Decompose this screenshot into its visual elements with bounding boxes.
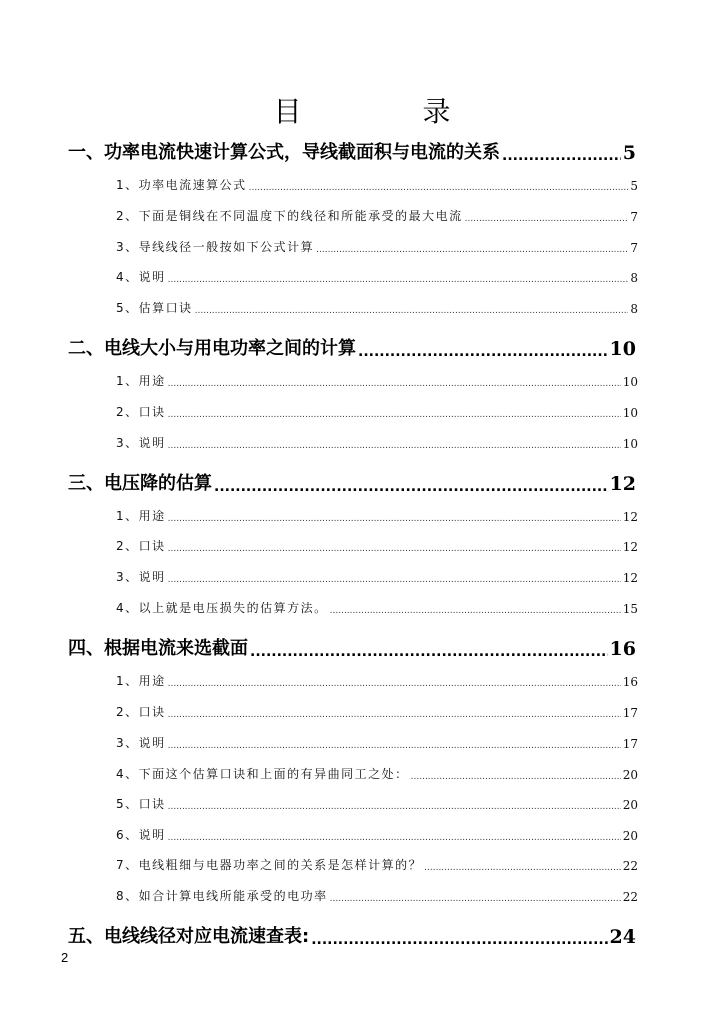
toc-section[interactable] — [68, 469, 636, 495]
toc-item[interactable] — [116, 672, 638, 689]
dot-leader — [168, 441, 621, 451]
toc-item-label: 3、说明 — [116, 736, 166, 750]
toc-item[interactable] — [116, 568, 638, 585]
toc-item[interactable] — [116, 299, 638, 316]
toc-item-page: 17 — [622, 737, 638, 751]
toc-item-label: 3、导线线径一般按如下公式计算 — [116, 240, 315, 254]
dot-leader — [168, 741, 621, 751]
toc-item-label: 6、说明 — [116, 828, 166, 842]
dot-leader — [168, 514, 621, 524]
toc-section-label: 四、根据电流来选截面 — [68, 638, 248, 659]
toc-section[interactable] — [68, 334, 636, 360]
toc-item-label: 2、下面是铜线在不同温度下的线径和所能承受的最大电流 — [116, 209, 463, 223]
toc-item-label: 4、说明 — [116, 270, 166, 284]
toc-item-label: 5、口诀 — [116, 797, 166, 811]
toc-item[interactable] — [116, 734, 638, 751]
toc-item-label: 7、电线粗细与电器功率之间的关系是怎样计算的？ — [116, 858, 423, 872]
dot-leader — [424, 863, 621, 873]
dot-leader — [502, 148, 621, 164]
toc-item-label: 8、如合计算电线所能承受的电功率 — [116, 889, 328, 903]
toc-item[interactable] — [116, 599, 638, 616]
toc-item[interactable] — [116, 856, 638, 873]
toc-item[interactable] — [116, 176, 638, 193]
toc-item[interactable] — [116, 703, 638, 720]
toc-item-page: 17 — [622, 706, 638, 720]
dot-leader — [168, 410, 621, 420]
toc-item-page: 22 — [622, 859, 638, 873]
toc-section-label: 二、电线大小与用电功率之间的计算 — [68, 338, 356, 359]
toc-item[interactable] — [116, 238, 638, 255]
toc-item-page: 5 — [630, 179, 638, 193]
toc-section-label: 三、电压降的估算 — [68, 473, 212, 494]
toc-item-page: 12 — [622, 540, 638, 554]
dot-leader — [214, 479, 608, 495]
toc-section-page: 10 — [609, 338, 636, 360]
dot-leader — [168, 275, 629, 285]
toc-item-page: 10 — [622, 437, 638, 451]
toc-item-page: 8 — [630, 271, 638, 285]
toc-item-label: 2、口诀 — [116, 539, 166, 553]
toc-item-page: 12 — [622, 510, 638, 524]
dot-leader — [168, 710, 621, 720]
toc-item-page: 20 — [622, 798, 638, 812]
toc-item-page: 10 — [622, 375, 638, 389]
toc-item[interactable] — [116, 268, 638, 285]
dot-leader — [168, 802, 621, 812]
toc-item[interactable] — [116, 434, 638, 451]
dot-leader — [465, 214, 629, 224]
toc-item-label: 2、口诀 — [116, 405, 166, 419]
toc-item[interactable] — [116, 765, 638, 782]
toc-item-page: 10 — [622, 406, 638, 420]
toc-item[interactable] — [116, 537, 638, 554]
toc-item-label: 1、功率电流速算公式 — [116, 178, 247, 192]
dot-leader — [330, 894, 621, 904]
toc-item-label: 3、说明 — [116, 436, 166, 450]
toc-item-label: 2、口诀 — [116, 705, 166, 719]
dot-leader — [168, 833, 621, 843]
toc-section-page: 24 — [609, 926, 636, 948]
toc-section-page: 5 — [622, 142, 636, 164]
dot-leader — [250, 644, 608, 660]
toc-item-page: 15 — [622, 602, 638, 616]
toc-item-label: 1、用途 — [116, 374, 166, 388]
toc-section[interactable] — [68, 634, 636, 660]
dot-leader — [168, 575, 621, 585]
dot-leader — [330, 606, 621, 616]
dot-leader — [411, 772, 621, 782]
toc-item[interactable] — [116, 826, 638, 843]
toc-item-label: 1、用途 — [116, 674, 166, 688]
dot-leader — [168, 679, 621, 689]
toc-item[interactable] — [116, 887, 638, 904]
toc-item-page: 7 — [630, 210, 638, 224]
dot-leader — [311, 932, 607, 948]
toc-item-label: 3、说明 — [116, 570, 166, 584]
toc-item[interactable] — [116, 372, 638, 389]
toc-item-label: 4、下面这个估算口诀和上面的有异曲同工之处： — [116, 767, 409, 781]
toc-item[interactable] — [116, 207, 638, 224]
toc-section-label: 五、电线线径对应电流速查表: — [68, 926, 310, 947]
toc-item-page: 22 — [622, 890, 638, 904]
toc-section-page: 16 — [609, 638, 636, 660]
toc-item-page: 7 — [630, 241, 638, 255]
toc-section[interactable] — [68, 138, 636, 164]
page-number: 2 — [61, 950, 69, 965]
toc-item-label: 1、用途 — [116, 509, 166, 523]
toc-section[interactable] — [68, 922, 636, 948]
toc-item-label: 4、以上就是电压损失的估算方法。 — [116, 601, 328, 615]
toc-item[interactable] — [116, 403, 638, 420]
dot-leader — [168, 379, 621, 389]
dot-leader — [316, 245, 628, 255]
toc-item-page: 16 — [622, 675, 638, 689]
dot-leader — [168, 544, 621, 554]
dot-leader — [358, 344, 608, 360]
toc-section-label: 一、功率电流快速计算公式，导线截面积与电流的关系 — [68, 142, 500, 163]
toc-item-page: 20 — [622, 768, 638, 782]
toc-item-label: 5、估算口诀 — [116, 301, 193, 315]
toc-item[interactable] — [116, 795, 638, 812]
toc-item-page: 8 — [630, 302, 638, 316]
toc-item[interactable] — [116, 507, 638, 524]
dot-leader — [249, 183, 629, 193]
page-title: 目 录 — [273, 95, 507, 128]
toc-item-page: 20 — [622, 829, 638, 843]
dot-leader — [195, 306, 629, 316]
toc-item-page: 12 — [622, 571, 638, 585]
toc-section-page: 12 — [609, 473, 636, 495]
